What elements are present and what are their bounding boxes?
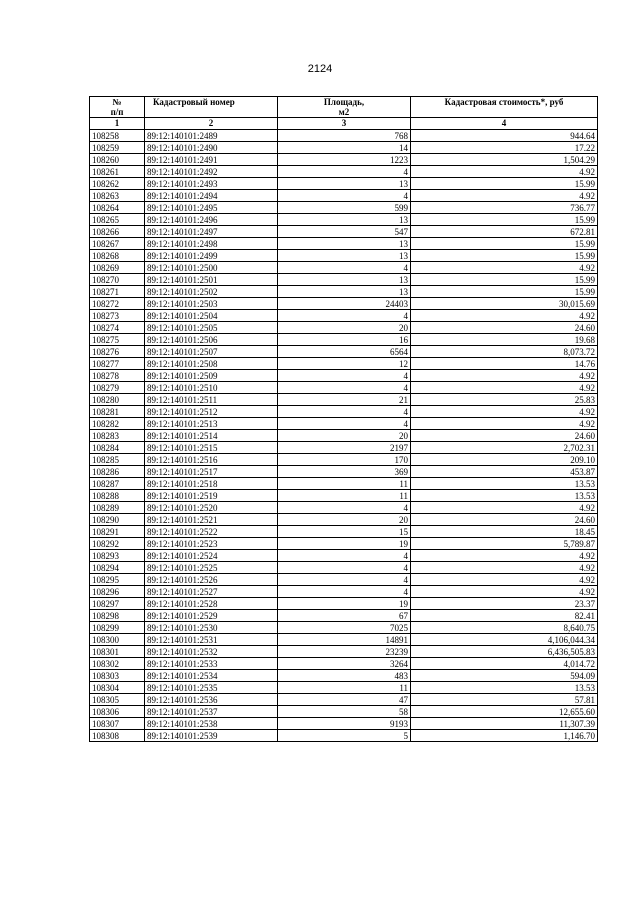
table-row: [90, 274, 598, 286]
cadastral-value-cell: 4,106,044.34: [411, 634, 598, 646]
header-index: [90, 97, 145, 118]
cadastral-number-cell: 89:12:140101:2497: [145, 226, 278, 238]
cadastral-value-cell: 4.92: [411, 190, 598, 202]
area-cell: 4: [278, 190, 411, 202]
table-row: [90, 418, 598, 430]
table-row: [90, 154, 598, 166]
area-cell: 16: [278, 334, 411, 346]
table-row: [90, 526, 598, 538]
cadastral-number-cell: 89:12:140101:2517: [145, 466, 278, 478]
cadastral-value-cell: 4.92: [411, 418, 598, 430]
area-cell: 9193: [278, 718, 411, 730]
cadastral-number-cell: 89:12:140101:2508: [145, 358, 278, 370]
table-row: [90, 646, 598, 658]
cadastral-value-cell: 23.37: [411, 598, 598, 610]
row-index-cell: 108258: [90, 130, 145, 142]
table-row: [90, 214, 598, 226]
table-row: [90, 670, 598, 682]
table-row: [90, 586, 598, 598]
header-index-symbol: №: [112, 97, 122, 107]
table-row: [90, 370, 598, 382]
header-index-label: п/п: [110, 107, 124, 117]
row-index-cell: 108287: [90, 478, 145, 490]
area-cell: 13: [278, 238, 411, 250]
row-index-cell: 108299: [90, 622, 145, 634]
row-index-cell: 108266: [90, 226, 145, 238]
header-cadastral-value: Кадастровая стоимость*, руб: [411, 97, 598, 118]
cadastral-number-cell: 89:12:140101:2516: [145, 454, 278, 466]
table-row: [90, 718, 598, 730]
area-cell: 11: [278, 490, 411, 502]
cadastral-number-cell: 89:12:140101:2514: [145, 430, 278, 442]
cadastral-value-cell: 25.83: [411, 394, 598, 406]
table-row: [90, 322, 598, 334]
cadastral-number-cell: 89:12:140101:2498: [145, 238, 278, 250]
table-row: [90, 538, 598, 550]
area-cell: 13: [278, 250, 411, 262]
row-index-cell: 108284: [90, 442, 145, 454]
row-index-cell: 108293: [90, 550, 145, 562]
row-index-cell: 108269: [90, 262, 145, 274]
cadastral-value-cell: 15.99: [411, 286, 598, 298]
area-cell: 4: [278, 418, 411, 430]
area-cell: 20: [278, 514, 411, 526]
cadastral-value-cell: 8,073.72: [411, 346, 598, 358]
area-cell: 4: [278, 406, 411, 418]
cadastral-number-cell: 89:12:140101:2535: [145, 682, 278, 694]
table-row: [90, 466, 598, 478]
row-index-cell: 108303: [90, 670, 145, 682]
cadastral-number-cell: 89:12:140101:2494: [145, 190, 278, 202]
area-cell: 24403: [278, 298, 411, 310]
area-cell: 768: [278, 130, 411, 142]
cadastral-number-cell: 89:12:140101:2534: [145, 670, 278, 682]
area-cell: 4: [278, 166, 411, 178]
cadastral-value-cell: 209.10: [411, 454, 598, 466]
row-index-cell: 108292: [90, 538, 145, 550]
table-row: [90, 166, 598, 178]
cadastral-value-cell: 4.92: [411, 166, 598, 178]
table-row: [90, 706, 598, 718]
cadastral-value-cell: 12,655.60: [411, 706, 598, 718]
table-row: [90, 394, 598, 406]
table-row: [90, 502, 598, 514]
header-cadastral-number: Кадастровый номер: [145, 97, 278, 118]
cadastral-value-cell: 8,640.75: [411, 622, 598, 634]
table-row: [90, 262, 598, 274]
area-cell: 3264: [278, 658, 411, 670]
cadastral-number-cell: 89:12:140101:2501: [145, 274, 278, 286]
row-index-cell: 108268: [90, 250, 145, 262]
area-cell: 4: [278, 262, 411, 274]
cadastral-number-cell: 89:12:140101:2500: [145, 262, 278, 274]
area-cell: 4: [278, 574, 411, 586]
cadastral-value-cell: 4.92: [411, 406, 598, 418]
column-number: 2: [145, 118, 278, 130]
cadastral-value-cell: 736.77: [411, 202, 598, 214]
cadastral-number-cell: 89:12:140101:2519: [145, 490, 278, 502]
cadastral-value-cell: 24.60: [411, 430, 598, 442]
header-area-unit: м2: [338, 107, 350, 117]
cadastral-value-cell: 15.99: [411, 250, 598, 262]
table-row: [90, 694, 598, 706]
cadastral-value-cell: 4.92: [411, 586, 598, 598]
area-cell: 4: [278, 370, 411, 382]
row-index-cell: 108283: [90, 430, 145, 442]
row-index-cell: 108273: [90, 310, 145, 322]
cadastral-number-cell: 89:12:140101:2518: [145, 478, 278, 490]
area-cell: 58: [278, 706, 411, 718]
cadastral-value-cell: 1,146.70: [411, 730, 598, 742]
cadastral-number-cell: 89:12:140101:2510: [145, 382, 278, 394]
cadastral-number-cell: 89:12:140101:2506: [145, 334, 278, 346]
cadastral-value-cell: 14.76: [411, 358, 598, 370]
cadastral-value-cell: 4,014.72: [411, 658, 598, 670]
cadastral-number-cell: 89:12:140101:2503: [145, 298, 278, 310]
row-index-cell: 108288: [90, 490, 145, 502]
cadastral-number-cell: 89:12:140101:2491: [145, 154, 278, 166]
cadastral-value-cell: 944.64: [411, 130, 598, 142]
row-index-cell: 108280: [90, 394, 145, 406]
area-cell: 4: [278, 310, 411, 322]
row-index-cell: 108272: [90, 298, 145, 310]
table-row: [90, 178, 598, 190]
row-index-cell: 108261: [90, 166, 145, 178]
row-index-cell: 108285: [90, 454, 145, 466]
cadastral-number-cell: 89:12:140101:2525: [145, 562, 278, 574]
cadastral-value-cell: 57.81: [411, 694, 598, 706]
cadastral-value-cell: 30,015.69: [411, 298, 598, 310]
table-row: [90, 202, 598, 214]
area-cell: 1223: [278, 154, 411, 166]
column-number: 3: [278, 118, 411, 130]
row-index-cell: 108297: [90, 598, 145, 610]
cadastral-number-cell: 89:12:140101:2513: [145, 418, 278, 430]
row-index-cell: 108308: [90, 730, 145, 742]
table-row: [90, 142, 598, 154]
cadastral-number-cell: 89:12:140101:2504: [145, 310, 278, 322]
table-row: [90, 130, 598, 142]
row-index-cell: 108282: [90, 418, 145, 430]
row-index-cell: 108274: [90, 322, 145, 334]
table-row: [90, 358, 598, 370]
area-cell: 20: [278, 322, 411, 334]
table-row: [90, 730, 598, 742]
area-cell: 13: [278, 286, 411, 298]
table-row: [90, 298, 598, 310]
table-row: [90, 610, 598, 622]
cadastral-number-cell: 89:12:140101:2521: [145, 514, 278, 526]
table-row: [90, 250, 598, 262]
cadastral-value-cell: 6,436,505.83: [411, 646, 598, 658]
cadastral-value-cell: 13.53: [411, 478, 598, 490]
row-index-cell: 108277: [90, 358, 145, 370]
cadastral-value-cell: 11,307.39: [411, 718, 598, 730]
cadastral-value-cell: 15.99: [411, 274, 598, 286]
cadastral-value-cell: 13.53: [411, 682, 598, 694]
cadastral-value-cell: 453.87: [411, 466, 598, 478]
page-number: 2124: [307, 63, 333, 75]
cadastral-value-cell: 17.22: [411, 142, 598, 154]
table-row: [90, 238, 598, 250]
table-row: [90, 382, 598, 394]
cadastral-number-cell: 89:12:140101:2537: [145, 706, 278, 718]
column-number: 1: [90, 118, 145, 130]
cadastral-number-cell: 89:12:140101:2523: [145, 538, 278, 550]
row-index-cell: 108304: [90, 682, 145, 694]
row-index-cell: 108271: [90, 286, 145, 298]
table-row: [90, 550, 598, 562]
cadastral-number-cell: 89:12:140101:2527: [145, 586, 278, 598]
row-index-cell: 108290: [90, 514, 145, 526]
cadastral-number-cell: 89:12:140101:2533: [145, 658, 278, 670]
cadastral-number-cell: 89:12:140101:2539: [145, 730, 278, 742]
row-index-cell: 108262: [90, 178, 145, 190]
cadastral-value-cell: 82.41: [411, 610, 598, 622]
cadastral-number-cell: 89:12:140101:2529: [145, 610, 278, 622]
area-cell: 23239: [278, 646, 411, 658]
cadastral-number-cell: 89:12:140101:2511: [145, 394, 278, 406]
area-cell: 14891: [278, 634, 411, 646]
table-row: [90, 490, 598, 502]
row-index-cell: 108270: [90, 274, 145, 286]
row-index-cell: 108301: [90, 646, 145, 658]
area-cell: 599: [278, 202, 411, 214]
area-cell: 4: [278, 562, 411, 574]
row-index-cell: 108275: [90, 334, 145, 346]
table-row: [90, 514, 598, 526]
cadastral-value-cell: 18.45: [411, 526, 598, 538]
table-body: [90, 130, 598, 742]
cadastral-value-cell: 15.99: [411, 238, 598, 250]
cadastral-value-cell: 4.92: [411, 550, 598, 562]
cadastral-value-cell: 24.60: [411, 322, 598, 334]
area-cell: 13: [278, 178, 411, 190]
cadastral-number-cell: 89:12:140101:2493: [145, 178, 278, 190]
row-index-cell: 108289: [90, 502, 145, 514]
table-row: [90, 346, 598, 358]
cadastral-value-cell: 4.92: [411, 562, 598, 574]
row-index-cell: 108295: [90, 574, 145, 586]
column-number-row: [90, 118, 598, 130]
area-cell: 13: [278, 214, 411, 226]
table-row: [90, 574, 598, 586]
area-cell: 4: [278, 382, 411, 394]
row-index-cell: 108263: [90, 190, 145, 202]
cadastral-number-cell: 89:12:140101:2515: [145, 442, 278, 454]
row-index-cell: 108291: [90, 526, 145, 538]
cadastral-value-cell: 5,789.87: [411, 538, 598, 550]
cadastral-number-cell: 89:12:140101:2531: [145, 634, 278, 646]
area-cell: 14: [278, 142, 411, 154]
row-index-cell: 108265: [90, 214, 145, 226]
cadastral-number-cell: 89:12:140101:2528: [145, 598, 278, 610]
cadastral-number-cell: 89:12:140101:2509: [145, 370, 278, 382]
cadastral-number-cell: 89:12:140101:2524: [145, 550, 278, 562]
cadastral-number-cell: 89:12:140101:2530: [145, 622, 278, 634]
cadastral-value-cell: 13.53: [411, 490, 598, 502]
row-index-cell: 108286: [90, 466, 145, 478]
table-row: [90, 634, 598, 646]
table-header-row: [90, 97, 598, 118]
area-cell: 4: [278, 586, 411, 598]
table-row: [90, 442, 598, 454]
cadastral-value-cell: 4.92: [411, 310, 598, 322]
area-cell: 170: [278, 454, 411, 466]
cadastral-number-cell: 89:12:140101:2532: [145, 646, 278, 658]
cadastral-number-cell: 89:12:140101:2522: [145, 526, 278, 538]
area-cell: 2197: [278, 442, 411, 454]
area-cell: 6564: [278, 346, 411, 358]
cadastral-number-cell: 89:12:140101:2520: [145, 502, 278, 514]
cadastral-value-cell: 19.68: [411, 334, 598, 346]
row-index-cell: 108296: [90, 586, 145, 598]
area-cell: 15: [278, 526, 411, 538]
table-row: [90, 682, 598, 694]
table-row: [90, 430, 598, 442]
area-cell: 47: [278, 694, 411, 706]
row-index-cell: 108267: [90, 238, 145, 250]
row-index-cell: 108260: [90, 154, 145, 166]
area-cell: 19: [278, 598, 411, 610]
area-cell: 369: [278, 466, 411, 478]
table-row: [90, 598, 598, 610]
cadastral-number-cell: 89:12:140101:2492: [145, 166, 278, 178]
area-cell: 21: [278, 394, 411, 406]
area-cell: 19: [278, 538, 411, 550]
table-row: [90, 190, 598, 202]
cadastral-number-cell: 89:12:140101:2505: [145, 322, 278, 334]
area-cell: 11: [278, 478, 411, 490]
area-cell: 13: [278, 274, 411, 286]
area-cell: 67: [278, 610, 411, 622]
cadastral-number-cell: 89:12:140101:2512: [145, 406, 278, 418]
area-cell: 12: [278, 358, 411, 370]
area-cell: 11: [278, 682, 411, 694]
row-index-cell: 108264: [90, 202, 145, 214]
area-cell: 7025: [278, 622, 411, 634]
cadastral-number-cell: 89:12:140101:2496: [145, 214, 278, 226]
row-index-cell: 108298: [90, 610, 145, 622]
table-row: [90, 286, 598, 298]
row-index-cell: 108279: [90, 382, 145, 394]
cadastral-table: [89, 96, 598, 742]
header-area-label: Площадь,: [323, 97, 365, 107]
cadastral-value-cell: 4.92: [411, 502, 598, 514]
cadastral-number-cell: 89:12:140101:2536: [145, 694, 278, 706]
cadastral-number-cell: 89:12:140101:2499: [145, 250, 278, 262]
column-number: 4: [411, 118, 598, 130]
table-row: [90, 334, 598, 346]
cadastral-value-cell: 24.60: [411, 514, 598, 526]
cadastral-number-cell: 89:12:140101:2495: [145, 202, 278, 214]
area-cell: 5: [278, 730, 411, 742]
row-index-cell: 108276: [90, 346, 145, 358]
table-row: [90, 478, 598, 490]
cadastral-value-cell: 672.81: [411, 226, 598, 238]
row-index-cell: 108305: [90, 694, 145, 706]
header-area: [278, 97, 411, 118]
area-cell: 547: [278, 226, 411, 238]
cadastral-value-cell: 4.92: [411, 370, 598, 382]
row-index-cell: 108294: [90, 562, 145, 574]
cadastral-number-cell: 89:12:140101:2490: [145, 142, 278, 154]
table-row: [90, 226, 598, 238]
row-index-cell: 108302: [90, 658, 145, 670]
cadastral-number-cell: 89:12:140101:2538: [145, 718, 278, 730]
table-row: [90, 658, 598, 670]
cadastral-number-cell: 89:12:140101:2502: [145, 286, 278, 298]
cadastral-value-cell: 15.99: [411, 178, 598, 190]
area-cell: 20: [278, 430, 411, 442]
area-cell: 4: [278, 502, 411, 514]
row-index-cell: 108307: [90, 718, 145, 730]
row-index-cell: 108281: [90, 406, 145, 418]
cadastral-number-cell: 89:12:140101:2489: [145, 130, 278, 142]
cadastral-value-cell: 1,504.29: [411, 154, 598, 166]
table-row: [90, 454, 598, 466]
cadastral-value-cell: 4.92: [411, 382, 598, 394]
cadastral-value-cell: 594.09: [411, 670, 598, 682]
cadastral-value-cell: 4.92: [411, 262, 598, 274]
table-row: [90, 562, 598, 574]
cadastral-value-cell: 2,702.31: [411, 442, 598, 454]
table-row: [90, 310, 598, 322]
row-index-cell: 108306: [90, 706, 145, 718]
table-row: [90, 622, 598, 634]
cadastral-value-cell: 4.92: [411, 574, 598, 586]
row-index-cell: 108300: [90, 634, 145, 646]
cadastral-number-cell: 89:12:140101:2526: [145, 574, 278, 586]
cadastral-number-cell: 89:12:140101:2507: [145, 346, 278, 358]
row-index-cell: 108278: [90, 370, 145, 382]
row-index-cell: 108259: [90, 142, 145, 154]
cadastral-value-cell: 15.99: [411, 214, 598, 226]
table-row: [90, 406, 598, 418]
area-cell: 483: [278, 670, 411, 682]
area-cell: 4: [278, 550, 411, 562]
